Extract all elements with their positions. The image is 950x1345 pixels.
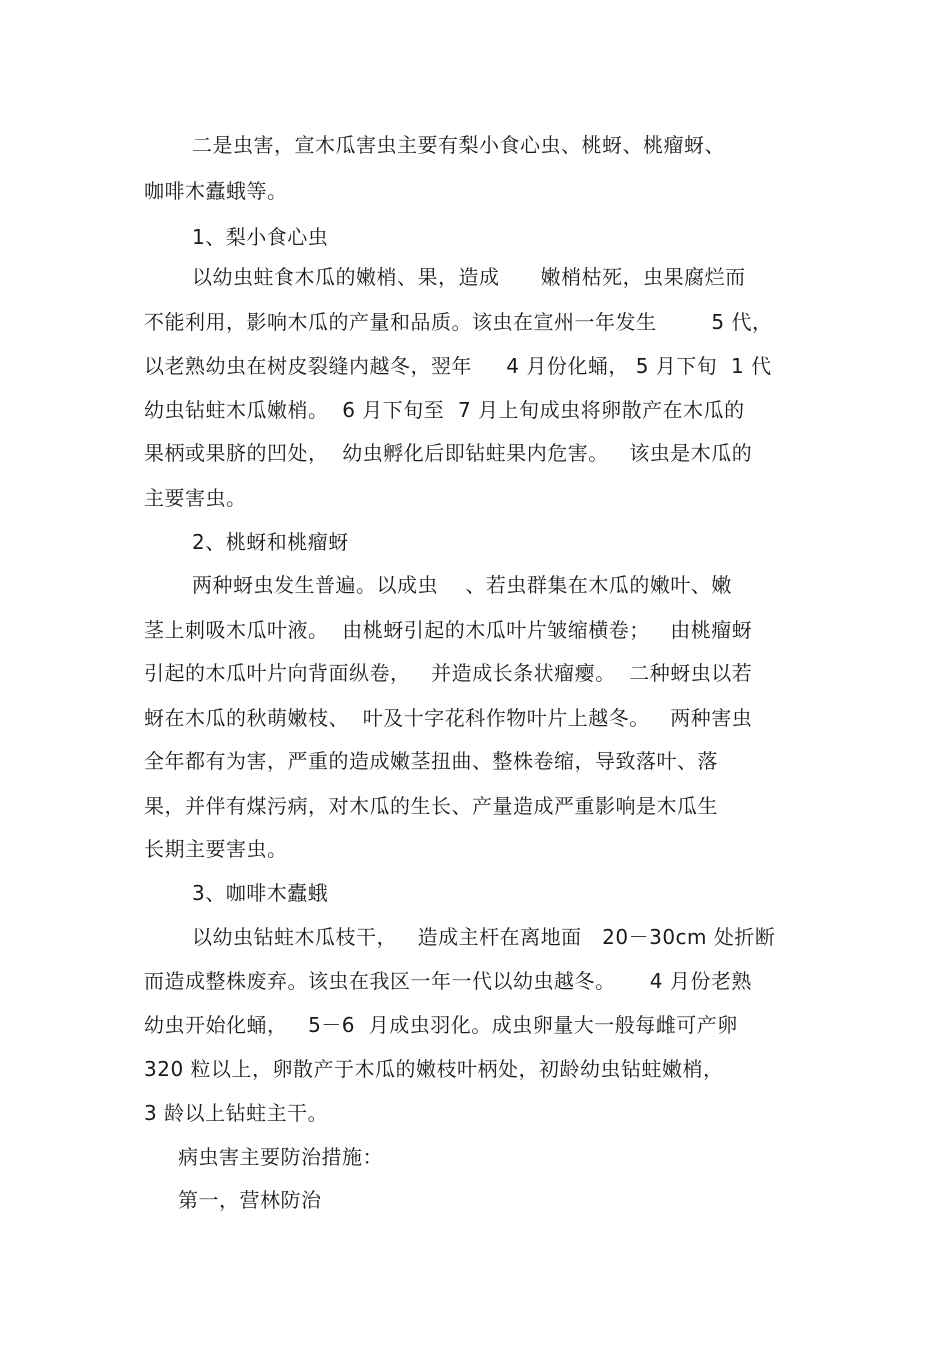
paragraph-leopard-moth-line-3: 幼虫开始化蛹， 5－6 月成虫羽化。成虫卵量大一般每雌可产卵 xyxy=(144,1013,738,1037)
paragraph-pear-fruit-moth-line-4: 幼虫钻蛀木瓜嫩梢。 6 月下旬至 7 月上旬成虫将卵散产在木瓜的 xyxy=(144,398,745,422)
heading-forest-management: 第一，营林防治 xyxy=(178,1188,322,1212)
paragraph-aphids-line-7: 长期主要害虫。 xyxy=(144,837,288,861)
paragraph-leopard-moth-line-2: 而造成整株废弃。该虫在我区一年一代以幼虫越冬。 4 月份老熟 xyxy=(144,969,752,993)
paragraph-aphids-line-3: 引起的木瓜叶片向背面纵卷， 并造成长条状瘤瘿。 二种蚜虫以若 xyxy=(144,661,753,685)
paragraph-leopard-moth-line-4: 320 粒以上，卵散产于木瓜的嫩枝叶柄处，初龄幼虫钻蛀嫩梢， xyxy=(144,1057,724,1081)
paragraph-pear-fruit-moth-line-1: 以幼虫蛀食木瓜的嫩梢、果，造成 嫩梢枯死，虫果腐烂而 xyxy=(192,265,746,289)
heading-control-measures: 病虫害主要防治措施： xyxy=(178,1145,383,1169)
paragraph-leopard-moth-line-1: 以幼虫钻蛀木瓜枝干， 造成主杆在离地面 20－30cm 处折断 xyxy=(192,925,776,949)
heading-aphids: 2、桃蚜和桃瘤蚜 xyxy=(192,530,349,554)
paragraph-aphids-line-1: 两种蚜虫发生普遍。以成虫 、若虫群集在木瓜的嫩叶、嫩 xyxy=(192,573,732,597)
paragraph-aphids-line-2: 茎上刺吸木瓜叶液。 由桃蚜引起的木瓜叶片皱缩横卷； 由桃瘤蚜 xyxy=(144,618,753,642)
paragraph-pests-intro-line-2: 咖啡木蠹蛾等。 xyxy=(144,179,288,203)
paragraph-pear-fruit-moth-line-5: 果柄或果脐的凹处， 幼虫孵化后即钻蛀果内危害。 该虫是木瓜的 xyxy=(144,441,753,465)
paragraph-pests-intro-line-1: 二是虫害，宣木瓜害虫主要有梨小食心虫、桃蚜、桃瘤蚜、 xyxy=(192,133,725,157)
paragraph-aphids-line-5: 全年都有为害，严重的造成嫩茎扭曲、整株卷缩，导致落叶、落 xyxy=(144,749,718,773)
paragraph-pear-fruit-moth-line-6: 主要害虫。 xyxy=(144,486,247,510)
paragraph-pear-fruit-moth-line-2: 不能利用，影响木瓜的产量和品质。该虫在宣州一年发生 5 代， xyxy=(144,310,773,334)
paragraph-pear-fruit-moth-line-3: 以老熟幼虫在树皮裂缝内越冬，翌年 4 月份化蛹， 5 月下旬 1 代 xyxy=(144,354,772,378)
paragraph-aphids-line-6: 果，并伴有煤污病，对木瓜的生长、产量造成严重影响是木瓜生 xyxy=(144,794,718,818)
paragraph-leopard-moth-line-5: 3 龄以上钻蛀主干。 xyxy=(144,1101,329,1125)
paragraph-aphids-line-4: 蚜在木瓜的秋萌嫩枝、 叶及十字花科作物叶片上越冬。 两种害虫 xyxy=(144,706,753,730)
heading-leopard-moth: 3、咖啡木蠹蛾 xyxy=(192,881,329,905)
heading-pear-fruit-moth: 1、梨小食心虫 xyxy=(192,225,329,249)
